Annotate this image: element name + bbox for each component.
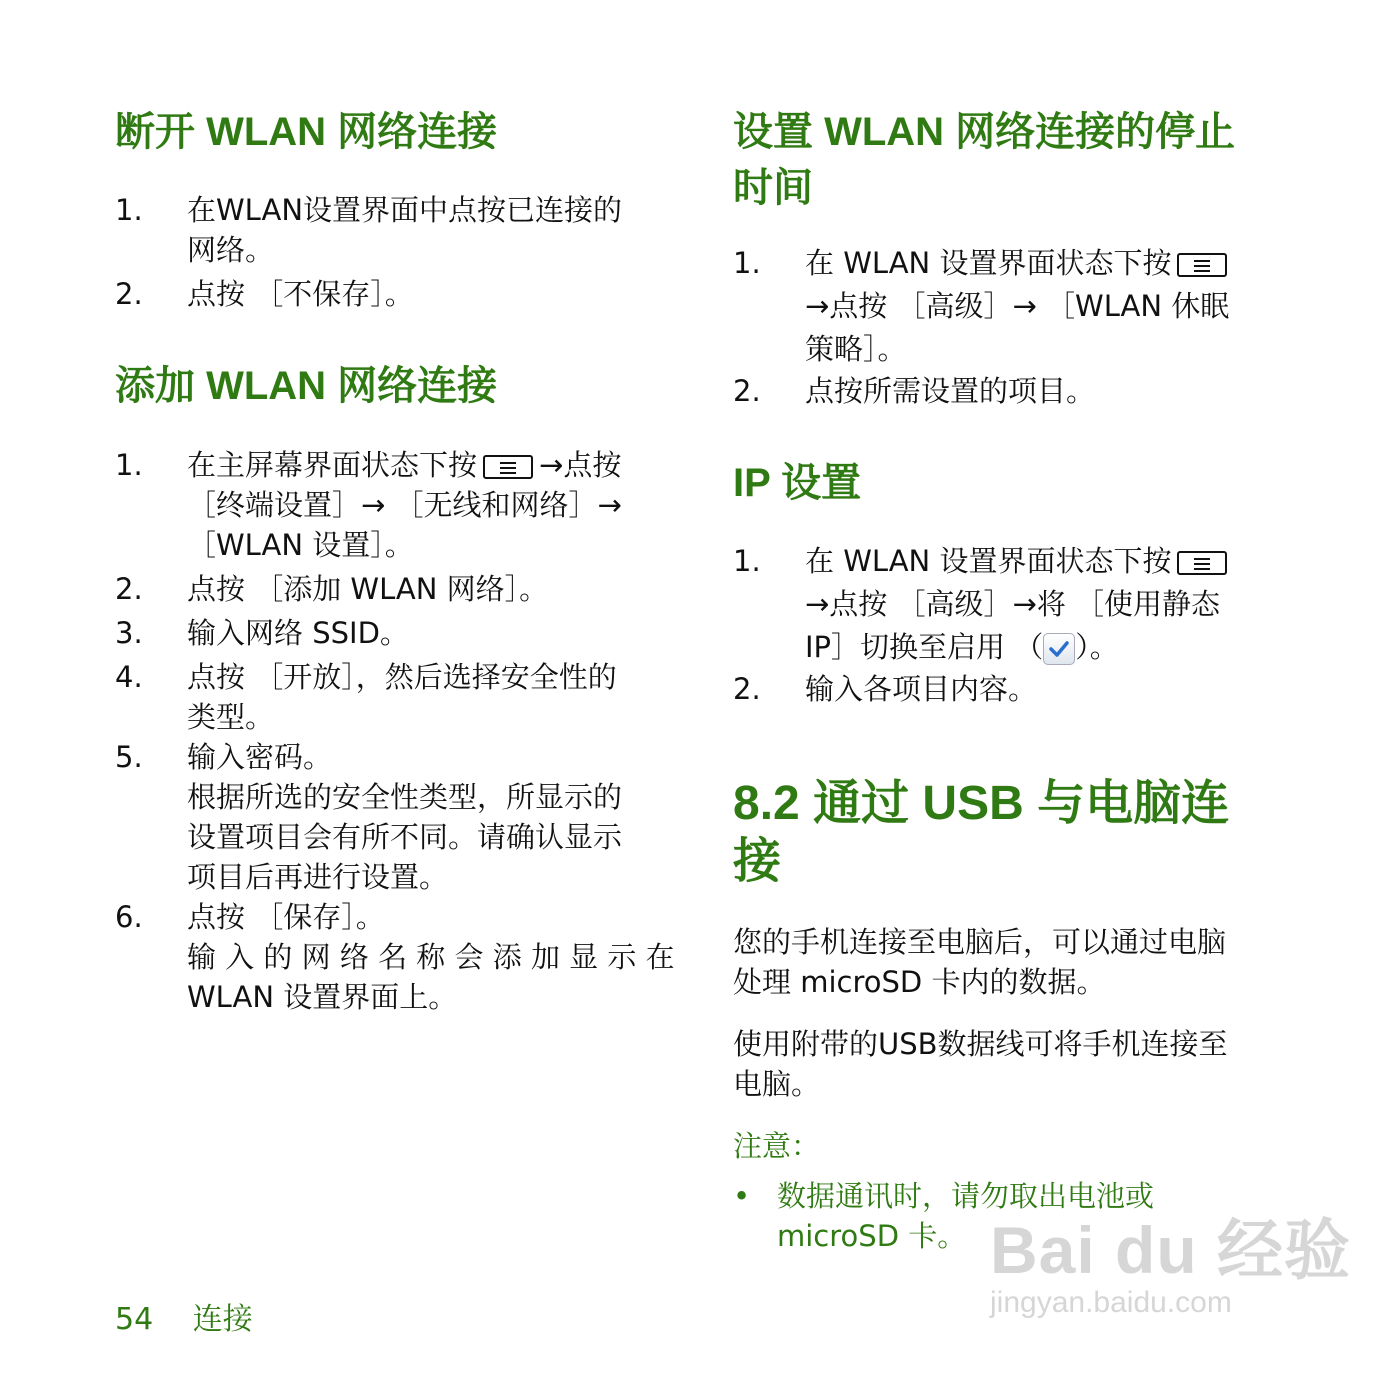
section-title-sleep: 设置 WLAN 网络连接的停止 时间 [733, 110, 1236, 210]
list-item: 2. 点按 ［添加 WLAN 网络］。 [115, 572, 549, 606]
checkbox-checked-icon [1043, 633, 1075, 665]
disconnect-steps [115, 190, 675, 314]
list-item: 3. 输入网络 SSID。 [115, 616, 409, 650]
list-item: 1. 在 WLAN 设置界面状态下按 →点按 ［高级］→ ［WLAN 休眠 策略］。 [733, 246, 1230, 366]
list-item: 2. 输入各项目内容。 [733, 672, 1038, 706]
list-item: 1. 在主屏幕界面状态下按 →点按 ［终端设置］→ ［无线和网络］→ ［WLAN 设置］。 [115, 448, 622, 562]
note-title: 注意： [733, 1129, 821, 1163]
watermark-url: jingyan.baidu.com [990, 1286, 1232, 1319]
page-number: 54 [115, 1302, 154, 1337]
list-item: 2. 点按所需设置的项目。 [733, 374, 1096, 408]
usb-intro: 您的手机连接至电脑后，可以通过电脑 处理 microSD 卡内的数据。 使用附带的USB数据线可将手机连接至 电脑。 注意： • 数据通讯时，请勿取出电池或 microSD 卡。 [733, 922, 1228, 1256]
list-item: 1. 在WLAN设置界面中点按已连接的 网络。 [115, 193, 623, 267]
menu-key-icon [1177, 253, 1227, 277]
list-item: 1. 在 WLAN 设置界面状态下按 →点按 ［高级］→将 ［使用静态 IP］切换至启用 （ ）。 [733, 540, 1293, 669]
menu-key-icon [1177, 551, 1227, 575]
list-item: 6. 点按 ［保存］。 输 入 的 网 络 名 称 会 添 加 显 示 在 WLAN 设置界面上。 [115, 900, 675, 1014]
sleep-steps [733, 242, 1293, 411]
section-title-add: 添加 WLAN 网络连接 [115, 364, 498, 408]
page-footer [115, 1300, 283, 1340]
list-item: 2. 点按 ［不保存］。 [115, 277, 414, 311]
note-bullet: • 数据通讯时，请勿取出电池或 microSD 卡。 [733, 1179, 1155, 1253]
menu-key-icon [483, 455, 533, 479]
list-item: 4. 点按 ［开放］，然后选择安全性的 类型。 [115, 660, 617, 734]
section-title-usb: 8.2 通过 USB 与电脑连 接 [733, 777, 1230, 888]
ip-steps [733, 540, 1293, 709]
baidu-watermark [990, 1215, 1351, 1321]
watermark-brand: Bai du 经验 [990, 1213, 1352, 1287]
footer-section: 连接 [192, 1302, 253, 1337]
list-item: 5. 输入密码。 根据所选的安全性类型，所显示的 设置项目会有所不同。请确认显示 项目后再进行设置。 [115, 740, 623, 894]
section-title-disconnect: 断开 WLAN 网络连接 [115, 110, 498, 154]
add-steps [115, 445, 675, 1017]
section-title-ip: IP 设置 [733, 461, 862, 505]
